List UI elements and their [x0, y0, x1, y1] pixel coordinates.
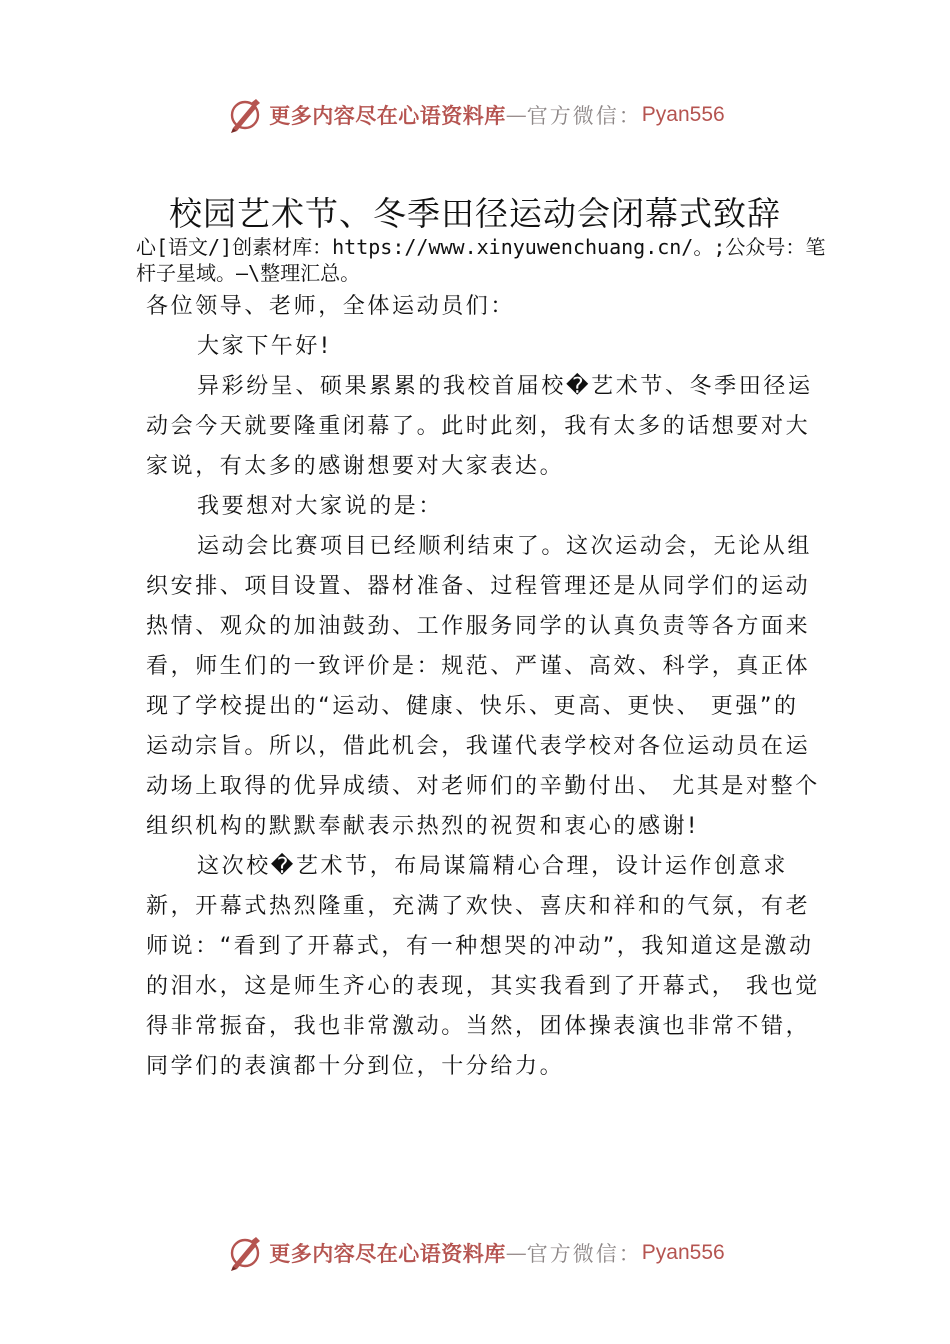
- document-body: [146, 287, 822, 1087]
- document-title: 校园艺术节、冬季田径运动会闭幕式致辞: [169, 194, 781, 233]
- paragraph: 异彩纷呈、硕果累累的我校首届校�艺术节、冬季田径运动会今天就要隆重闭幕了。此时此刻，我有太多的话想要对大家说，有太多的感谢想要对大家表达。: [146, 374, 813, 479]
- source-line: 心[语文/]创素材库：https://www.xinyuwenchuang.cn/。;公众号：笔杆子星域。—\整理汇总。: [136, 235, 826, 285]
- paragraph: 大家下午好!: [197, 334, 332, 359]
- banner-wechat-label: 官方微信：: [526, 104, 642, 128]
- banner-wechat-label: 官方微信：: [526, 1242, 642, 1266]
- pen-logo-icon: [225, 1233, 265, 1273]
- banner-wechat-id: Pyan556: [641, 1241, 725, 1264]
- banner-text: 更多内容尽在心语资料库: [269, 103, 506, 128]
- paragraph: 运动会比赛项目已经顺利结束了。这次运动会，无论从组织安排、项目设置、器材准备、过程管理还是从同学们的运动热情、观众的加油鼓劲、工作服务同学的认真负责等各方面来看，师生们的一致评价是：规范、严谨、高效、科学，真正体现了学校提出的“运动、健康、快乐、更高、更快、 更强”的运动宗旨。所以，借此机会，我谨代表学校对各位运动员在运动场上取得的优异成绩、对老师们的辛勤付出、 尤其是对整个组织机构的默默奉献表示热烈的祝贺和衷心的感谢!: [146, 534, 820, 839]
- pen-logo-icon: [225, 95, 265, 135]
- banner-wechat-id: Pyan556: [641, 103, 725, 126]
- salutation: 各位领导、老师，全体运动员们：: [146, 294, 516, 319]
- banner-text: 更多内容尽在心语资料库: [269, 1241, 506, 1266]
- banner-separator: —: [505, 103, 527, 127]
- paragraph: 我要想对大家说的是：: [197, 494, 444, 519]
- footer-banner: [0, 1231, 950, 1275]
- paragraph: 这次校�艺术节，布局谋篇精心合理，设计运作创意求新，开幕式热烈隆重，充满了欢快、喜庆和祥和的气氛，有老师说：“看到了开幕式，有一种想哭的冲动”，我知道这是激动的泪水，这是师生齐心的表现，其实我看到了开幕式， 我也觉得非常振奋，我也非常激动。当然，团体操表演也非常不错，同学们的表演都十分到位，十分给力。: [146, 854, 820, 1079]
- banner-separator: —: [505, 1241, 527, 1265]
- header-banner: [0, 93, 950, 137]
